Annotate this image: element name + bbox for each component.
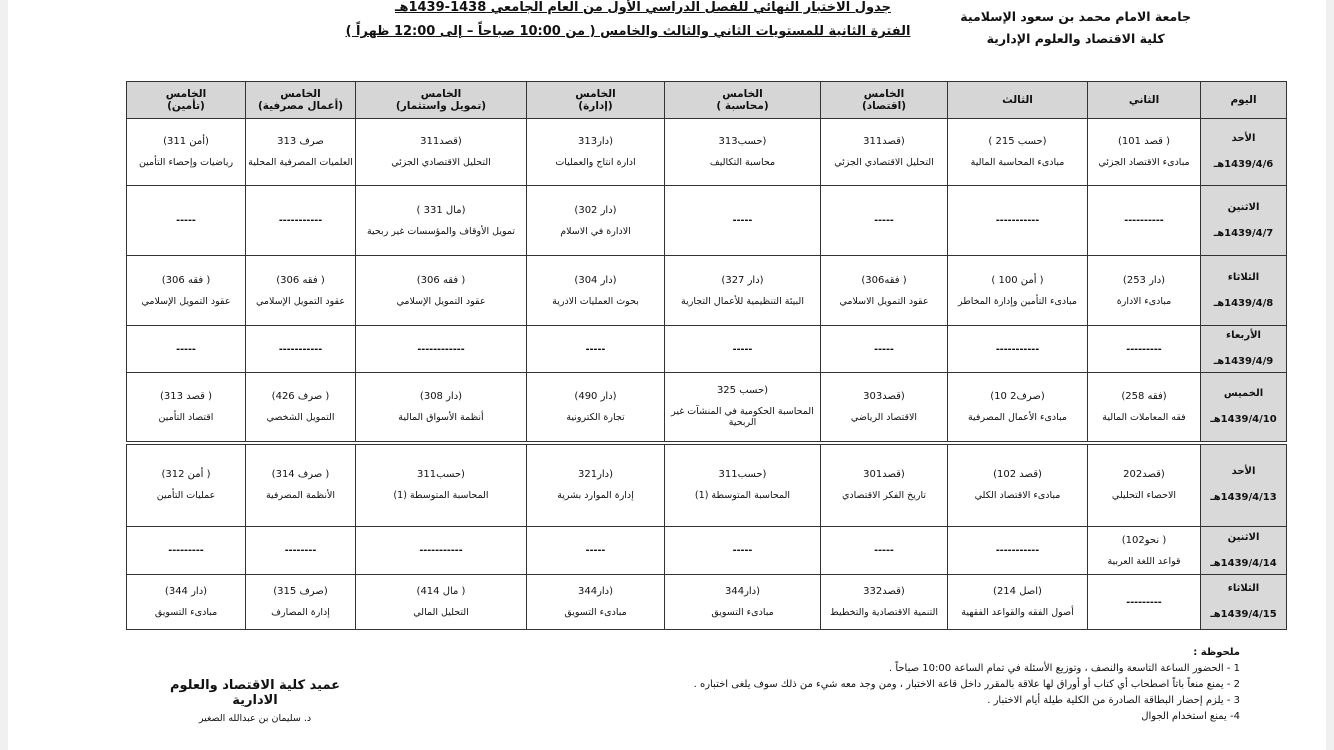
course-cell (1088, 119, 1201, 186)
course-name: التنمية الاقتصادية والتخطيط (829, 607, 939, 618)
table-row (127, 373, 1287, 443)
course-code: (دار 490) (574, 390, 617, 402)
course-code: ( فقه306) (861, 274, 907, 286)
course-cell (356, 443, 527, 527)
day-label: الثلاثاء (1227, 583, 1260, 594)
day-label: الثلاثاء (1227, 271, 1260, 283)
empty-slot-dash: ----------- (995, 545, 1040, 556)
course-code: (دار321 (577, 469, 614, 481)
day-date-cell (1201, 575, 1287, 630)
column-level-label: الخامس (280, 88, 321, 100)
course-cell (527, 119, 665, 186)
course-cell (665, 256, 821, 326)
note-item: 2 - يمنع منعاً باتاً اصطحاب أي كتاب أو أوراق لها علاقة بالمقرر داخل قاعة الاختبار ، ومن وجد معه شيء من ذلك سوف يلغى اختباره . (693, 679, 1240, 690)
course-code: ( فقه 306) (416, 274, 466, 286)
empty-slot-dash: ----------- (278, 215, 323, 226)
empty-slot-dash: ----- (176, 215, 196, 226)
course-cell (356, 575, 527, 630)
course-cell (1088, 256, 1201, 326)
course-code: (أمن 311) (163, 136, 209, 147)
course-code: (صرف 315) (273, 586, 328, 597)
course-cell (246, 373, 356, 443)
empty-slot-dash: ----------- (995, 215, 1040, 226)
course-name: أصول الفقه والقواعد الفقهية (961, 607, 1074, 618)
course-name: المحاسبة المتوسطة (1) (393, 490, 489, 502)
course-name: أنظمة الأسواق المالية (398, 411, 484, 423)
course-cell (527, 575, 665, 630)
course-cell (665, 326, 821, 373)
course-cell (821, 527, 948, 575)
empty-slot-dash: --------- (1126, 343, 1162, 355)
empty-slot-dash: ----- (874, 545, 894, 556)
course-name: التحليل المالي (413, 607, 469, 618)
course-name: مبادىء التسويق (154, 607, 218, 618)
empty-slot-dash: ----------- (278, 343, 323, 355)
course-name: رياضيات وإحصاء التأمين (138, 157, 234, 168)
course-code: (دار344 (577, 586, 614, 597)
course-cell (665, 527, 821, 575)
course-name: عقود التمويل الإسلامي (396, 295, 486, 307)
course-cell (665, 373, 821, 443)
dean-name: د. سليمان بن عبدالله الصغير (198, 713, 312, 724)
day-label: الخميس (1223, 387, 1264, 399)
exam-schedule-table (126, 81, 1287, 630)
course-code: ( قصد 101) (1118, 136, 1170, 147)
course-name: مبادىء الأعمال المصرفية (967, 411, 1068, 423)
column-header-level (127, 82, 246, 119)
document-title: جدول الاختبار النهائي للفصل الدراسي الأول من العام الجامعي 1438-1439هـ (395, 0, 891, 15)
course-cell (127, 527, 246, 575)
course-name: التمويل الشخصي (266, 411, 335, 423)
course-cell (356, 119, 527, 186)
course-code: (حسب 215 ) (988, 136, 1047, 147)
column-level-label: الثالث (1002, 94, 1033, 106)
course-code: (دار 344) (164, 586, 208, 597)
document-subtitle: الفترة الثانية للمستويات الثاني والثالث والخامس ( من 10:00 صباحاً – إلى 12:00 ظهراً ) (345, 24, 911, 39)
column-specialty-label: (إدارة) (578, 100, 613, 112)
column-level-label: الخامس (575, 88, 616, 100)
date-label: 1439/4/9هـ (1213, 356, 1274, 367)
empty-slot-dash: ----- (176, 343, 196, 355)
column-header-level (1088, 82, 1201, 119)
course-cell (821, 256, 948, 326)
course-code: (اصل 214) (993, 586, 1042, 597)
date-label: 1439/4/8هـ (1213, 297, 1274, 309)
course-name: البيئة التنظيمية للأعمال التجارية (681, 295, 804, 307)
course-cell (665, 186, 821, 256)
course-cell (1088, 443, 1201, 527)
course-code: ( نحو102) (1121, 534, 1167, 546)
course-name: مبادىء التسويق (711, 607, 774, 618)
table-header-row (127, 82, 1287, 119)
course-cell (948, 373, 1088, 443)
notes-title: ملحوظة : (1193, 647, 1240, 658)
course-name: بحوث العمليات الادرية (552, 295, 639, 307)
course-code: (صرف2 10) (990, 390, 1045, 402)
course-code: (قصد 102) (993, 469, 1042, 481)
course-cell (127, 326, 246, 373)
course-name: المحاسبة الحكومية في المنشآت غير الربحية (671, 406, 814, 429)
course-cell (1088, 186, 1201, 256)
course-code: (قصد311 (863, 136, 905, 147)
course-name: التحليل الاقتصادي الجزئي (834, 157, 934, 168)
date-label: 1439/4/13هـ (1210, 492, 1277, 504)
empty-slot-dash: --------- (1126, 596, 1162, 608)
course-cell (1088, 373, 1201, 443)
course-name: الاحصاء التحليلي (1111, 490, 1177, 502)
course-code: ( أمن 312) (161, 469, 211, 481)
course-cell (948, 527, 1088, 575)
empty-slot-dash: --------- (168, 545, 204, 556)
course-code: (حسب 325 (716, 385, 769, 397)
day-label: الأحد (1231, 133, 1256, 144)
column-level-label: الخامس (863, 88, 905, 100)
column-specialty-label: (تمويل واستثمار) (395, 100, 487, 112)
course-cell (246, 119, 356, 186)
course-code: ( أمن 100 ) (991, 274, 1044, 286)
course-name: الأنظمة المصرفية (265, 490, 336, 502)
empty-slot-dash: ----------- (419, 545, 463, 556)
course-cell (948, 443, 1088, 527)
table-row (127, 256, 1287, 326)
course-cell (356, 373, 527, 443)
course-cell (127, 443, 246, 527)
day-date-cell (1201, 256, 1287, 326)
column-level-label: اليوم (1230, 94, 1257, 106)
empty-slot-dash: ----- (585, 545, 606, 556)
course-cell (356, 326, 527, 373)
date-label: 1439/4/6هـ (1213, 159, 1274, 170)
empty-slot-dash: ----- (732, 215, 753, 226)
course-cell (356, 527, 527, 575)
course-name: تاريخ الفكر الاقتصادي (841, 490, 927, 502)
table-row (127, 326, 1287, 373)
course-code: صرف 313 (277, 136, 324, 147)
course-cell (948, 186, 1088, 256)
course-code: (قصد202 (1123, 469, 1165, 481)
course-cell (246, 527, 356, 575)
table-row (127, 119, 1287, 186)
course-code: (دار 308) (419, 390, 463, 402)
day-label: الاثنين (1227, 201, 1260, 213)
column-level-label: الخامس (722, 88, 763, 100)
course-cell (127, 575, 246, 630)
table-row (127, 575, 1287, 630)
course-cell (527, 186, 665, 256)
course-cell (821, 443, 948, 527)
course-code: ( صرف 426) (271, 390, 330, 402)
course-cell (527, 443, 665, 527)
course-name: إدارة المصارف (271, 607, 330, 618)
course-cell (356, 186, 527, 256)
course-code: ( مال 414) (416, 586, 466, 597)
course-name: الاقتصاد الرياضي (850, 411, 918, 423)
day-label: الأحد (1231, 466, 1256, 478)
empty-slot-dash: ----- (874, 343, 894, 355)
column-header-day (1201, 82, 1287, 119)
column-level-label: الخامس (420, 88, 462, 100)
course-code: (دار 304) (574, 274, 617, 286)
course-name: مبادىء الاقتصاد الكلي (974, 490, 1061, 502)
course-code: (دار313 (577, 136, 614, 147)
column-specialty-label: (محاسبة ) (716, 100, 769, 112)
course-name: عمليات التأمين (156, 490, 216, 502)
dean-title: عميد كلية الاقتصاد والعلوم الادارية (169, 678, 341, 708)
course-cell (356, 256, 527, 326)
university-name: جامعة الامام محمد بن سعود الإسلامية (960, 9, 1191, 24)
empty-slot-dash: ----- (874, 215, 894, 226)
course-cell (246, 186, 356, 256)
course-cell (1088, 527, 1201, 575)
note-item: 3 - يلزم إحضار البطاقة الصادرة من الكلية طيلة أيام الاختبار . (987, 695, 1240, 706)
course-code: ( صرف 314) (271, 469, 330, 481)
course-name: عقود التمويل الاسلامي (839, 295, 929, 307)
course-name: عقود التمويل الإسلامي (256, 295, 345, 307)
course-cell (246, 575, 356, 630)
column-header-level (246, 82, 356, 119)
empty-slot-dash: -------- (284, 545, 317, 556)
column-header-level (948, 82, 1088, 119)
day-label: الاثنين (1227, 531, 1260, 543)
day-date-cell (1201, 186, 1287, 256)
course-code: (قصد303 (863, 390, 905, 402)
note-item: 1 - الحضور الساعة التاسعة والنصف ، وتوزيع الأسئلة في تمام الساعة 10:00 صباحاً . (888, 663, 1240, 674)
course-cell (127, 119, 246, 186)
course-cell (127, 186, 246, 256)
day-label: الأربعاء (1226, 330, 1261, 341)
date-label: 1439/4/15هـ (1210, 609, 1277, 620)
date-label: 1439/4/14هـ (1210, 557, 1277, 569)
course-cell (821, 373, 948, 443)
day-date-cell (1201, 119, 1287, 186)
date-label: 1439/4/10هـ (1210, 413, 1277, 425)
day-date-cell (1201, 373, 1287, 443)
day-date-cell (1201, 527, 1287, 575)
course-name: العلميات المصرفية المحلية (248, 157, 353, 168)
empty-slot-dash: ------------ (417, 343, 465, 355)
course-cell (1088, 326, 1201, 373)
column-header-level (665, 82, 821, 119)
course-code: ( قصد 313) (160, 390, 212, 402)
course-name: مبادىء المحاسبة المالية (970, 157, 1065, 168)
course-code: (دار344 (724, 586, 761, 597)
day-date-cell (1201, 443, 1287, 527)
table-row (127, 527, 1287, 575)
course-cell (246, 326, 356, 373)
course-cell (821, 575, 948, 630)
course-code: (حسب311 (718, 469, 767, 481)
course-code: (حسب311 (417, 469, 465, 481)
table-row (127, 186, 1287, 256)
course-name: مبادىء الاقتصاد الجزئي (1098, 157, 1190, 168)
column-header-level (821, 82, 948, 119)
column-header-level (356, 82, 527, 119)
course-code: (حسب313 (718, 136, 767, 147)
course-name: اقتصاد التأمين (158, 411, 214, 423)
course-cell (246, 256, 356, 326)
column-specialty-label: (اقتصاد) (861, 100, 907, 112)
course-cell (246, 443, 356, 527)
course-cell (948, 575, 1088, 630)
course-cell (821, 186, 948, 256)
date-label: 1439/4/7هـ (1213, 227, 1274, 239)
course-cell (527, 527, 665, 575)
course-cell (821, 119, 948, 186)
college-name: كلية الاقتصاد والعلوم الإدارية (986, 31, 1165, 46)
course-name: ادارة انتاج والعمليات (555, 157, 636, 168)
course-name: تمويل الأوقاف والمؤسسات غير ربحية (366, 225, 516, 237)
course-name: التحليل الاقتصادي الجزئي (391, 157, 491, 168)
course-name: محاسبة التكاليف (709, 157, 776, 168)
course-name: مبادىء الادارة (1116, 295, 1172, 307)
course-code: (دار 253) (1122, 274, 1166, 286)
course-cell (665, 119, 821, 186)
course-code: ( فقه 306) (161, 274, 211, 286)
course-cell (527, 373, 665, 443)
note-item: 4- يمنع استخدام الجوال (1141, 711, 1240, 722)
course-cell (527, 326, 665, 373)
course-cell (1088, 575, 1201, 630)
course-code: (قصد332 (863, 586, 905, 597)
course-cell (948, 326, 1088, 373)
column-header-level (527, 82, 665, 119)
course-name: إدارة الموارد بشرية (557, 490, 634, 502)
course-cell (948, 119, 1088, 186)
day-date-cell (1201, 326, 1287, 373)
course-code: (دار 327) (721, 274, 764, 286)
course-name: عقود التمويل الإسلامي (141, 295, 231, 307)
course-code: ( فقه 306) (276, 274, 325, 286)
university-header (960, 6, 1191, 50)
course-name: الادارة في الاسلام (560, 225, 631, 237)
course-code: (دار 302) (574, 204, 617, 216)
course-name: المحاسبة المتوسطة (1) (694, 490, 791, 502)
course-name: قواعد اللغة العربية (1107, 555, 1181, 567)
course-code: (فقه 258) (1121, 390, 1167, 402)
column-specialty-label: (أعمال مصرفية) (257, 100, 344, 112)
course-name: تجارة الكترونية (566, 411, 625, 423)
empty-slot-dash: ----- (732, 545, 753, 556)
table-row (127, 443, 1287, 527)
course-cell (665, 575, 821, 630)
empty-slot-dash: ---------- (1124, 215, 1164, 226)
notes-block (680, 645, 1240, 725)
course-cell (665, 443, 821, 527)
column-level-label: الثاني (1128, 94, 1160, 106)
empty-slot-dash: ----- (585, 343, 606, 355)
course-code: (قصد311 (420, 136, 462, 147)
empty-slot-dash: ----------- (995, 343, 1040, 355)
course-cell (821, 326, 948, 373)
column-level-label: الخامس (165, 88, 207, 100)
empty-slot-dash: ----- (732, 343, 753, 355)
course-name: مبادىء التأمين وإدارة المخاطر (957, 295, 1078, 307)
course-cell (127, 373, 246, 443)
course-name: مبادىء التسويق (564, 607, 627, 618)
column-specialty-label: (تأمين) (167, 100, 205, 112)
course-code: (قصد301 (863, 469, 905, 481)
course-cell (127, 256, 246, 326)
course-cell (527, 256, 665, 326)
course-name: فقه المعاملات المالية (1102, 411, 1186, 423)
course-code: (مال 331 ) (416, 204, 466, 216)
course-cell (948, 256, 1088, 326)
